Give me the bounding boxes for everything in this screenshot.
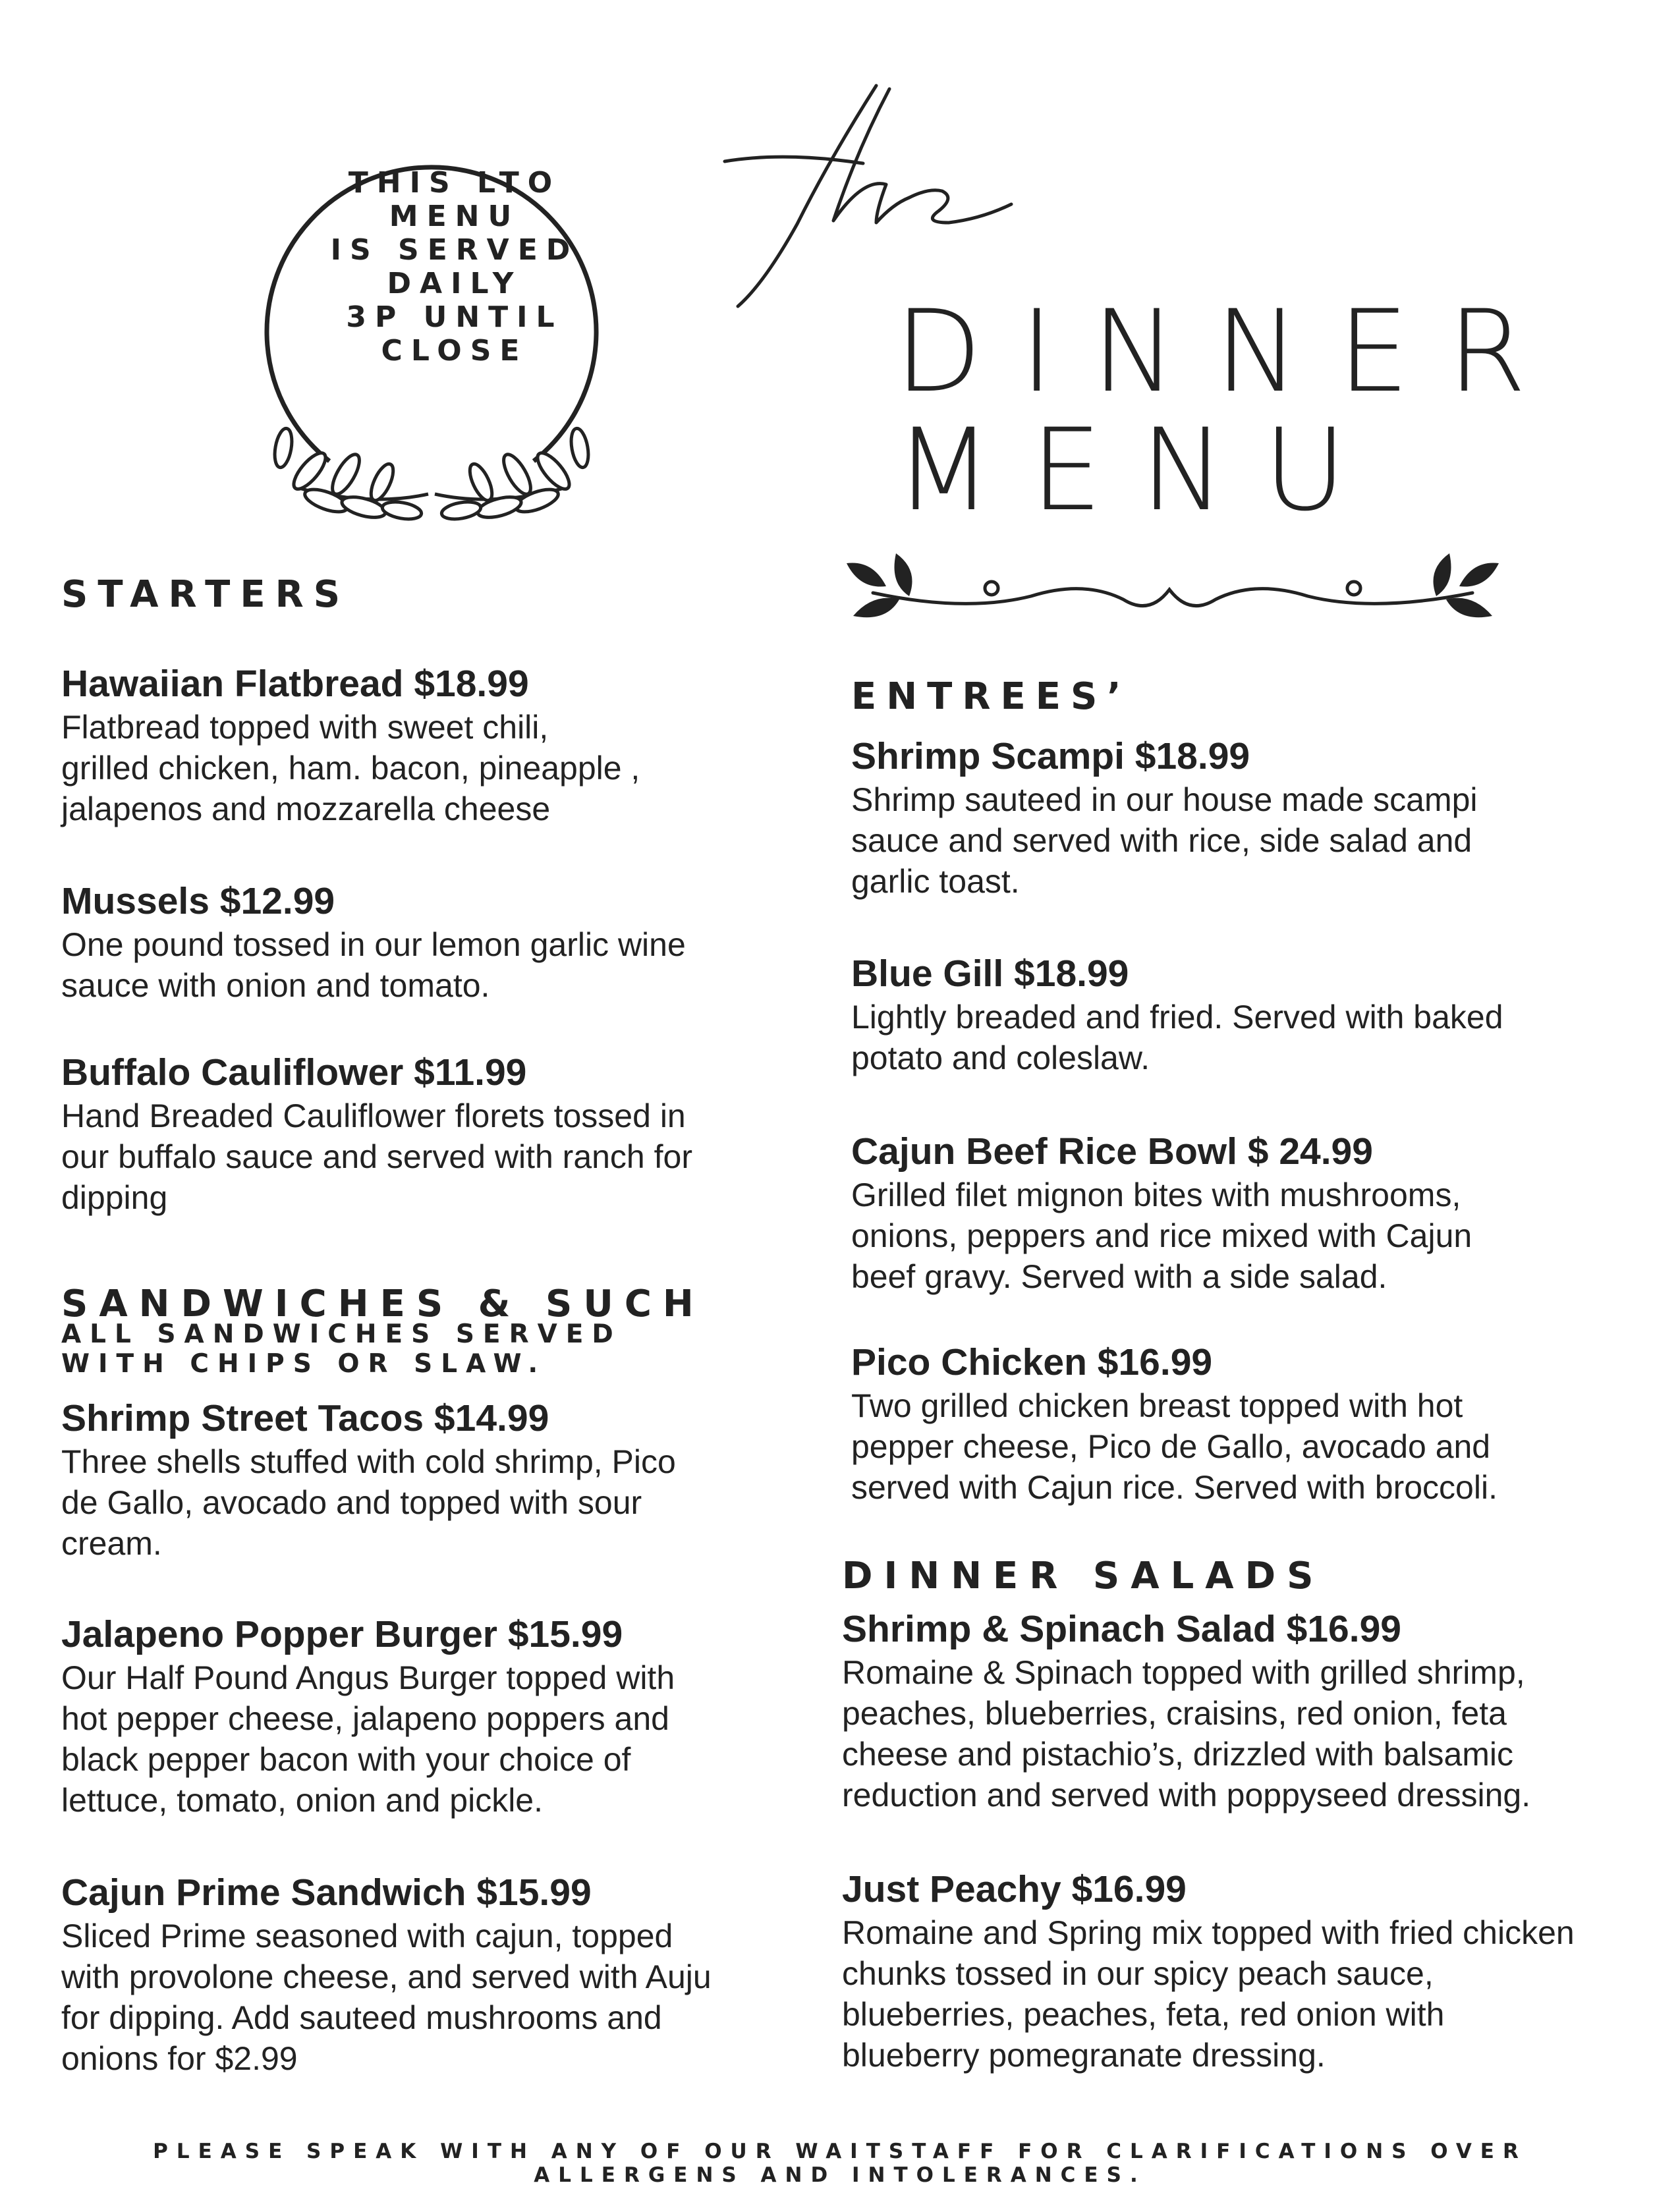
item-description: Sliced Prime seasoned with cajun, topped with provolone cheese, and served with Auju for dipping. Add sauteed mushrooms and onions for $2.99: [61, 1918, 712, 2077]
menu-item: [842, 1868, 1680, 2076]
footer-line: ALLERGENS AND INTOLERANCES.: [534, 2163, 1146, 2187]
menu-item: [61, 1613, 799, 1821]
starters-heading: STARTERS: [61, 573, 350, 616]
item-name: Shrimp Scampi $18.99: [851, 735, 1250, 777]
badge-line: THIS LTO: [348, 166, 561, 200]
item-name: Shrimp Street Tacos $14.99: [61, 1397, 549, 1439]
badge-line: 3P UNTIL: [346, 300, 563, 334]
title-dinner: DINNER: [895, 285, 1565, 418]
item-name: Hawaiian Flatbread $18.99: [61, 663, 529, 705]
menu-item: [61, 1397, 799, 1564]
menu-item: [851, 734, 1680, 902]
item-description: Flatbread topped with sweet chili, grilled chicken, ham. bacon, pineapple , jalapenos and mozzarella cheese: [61, 709, 640, 827]
item-description: Two grilled chicken breast topped with hot pepper cheese, Pico de Gallo, avocado and served with Cajun rice. Served with broccoli.: [851, 1387, 1498, 1506]
item-name: Shrimp & Spinach Salad $16.99: [842, 1608, 1401, 1650]
item-description: Hand Breaded Cauliflower florets tossed in our buffalo sauce and served with ranch for dipping: [61, 1097, 692, 1216]
badge-line: CLOSE: [381, 334, 528, 368]
item-name: Pico Chicken $16.99: [851, 1341, 1213, 1383]
menu-item: [851, 1130, 1680, 1297]
salads-heading: DINNER SALADS: [842, 1555, 1325, 1597]
badge-line: MENU: [389, 200, 520, 233]
menu-item: [61, 1871, 799, 2079]
item-name: Just Peachy $16.99: [842, 1868, 1187, 1910]
badge-line: DAILY: [387, 267, 522, 300]
item-description: Our Half Pound Angus Burger topped with hot pepper cheese, jalapeno poppers and black pepper bacon with your choice of lettuce, tomato, onion and pickle.: [61, 1659, 675, 1819]
item-description: One pound tossed in our lemon garlic wine sauce with onion and tomato.: [61, 926, 686, 1004]
item-name: Mussels $12.99: [61, 880, 335, 922]
menu-item: [851, 1341, 1680, 1508]
menu-item: [842, 1607, 1680, 1815]
badge-line: IS SERVED: [330, 233, 579, 267]
item-description: Lightly breaded and fried. Served with baked potato and coleslaw.: [851, 999, 1503, 1076]
title-menu: MENU: [895, 404, 1385, 536]
vine-divider-icon: [833, 537, 1512, 636]
item-name: Buffalo Cauliflower $11.99: [61, 1051, 527, 1094]
menu-item: [61, 879, 799, 1006]
sandwiches-subheading: ALL SANDWICHES SERVED WITH CHIPS OR SLAW.: [61, 1319, 622, 1379]
entrees-heading: ENTREES’: [851, 675, 1131, 718]
item-name: Cajun Beef Rice Bowl $ 24.99: [851, 1130, 1373, 1173]
menu-item: [61, 1051, 799, 1218]
item-name: Blue Gill $18.99: [851, 953, 1129, 995]
item-description: Grilled filet mignon bites with mushrooms, onions, peppers and rice mixed with Cajun beef gravy. Served with a side salad.: [851, 1177, 1472, 1295]
menu-item: [851, 952, 1680, 1078]
footer-line: PLEASE SPEAK WITH ANY OF OUR WAITSTAFF FOR CLARIFICATIONS OVER: [153, 2140, 1527, 2163]
menu-item: [61, 662, 799, 829]
sandwiches-heading: SANDWICHES & SUCH: [61, 1283, 705, 1325]
item-name: Jalapeno Popper Burger $15.99: [61, 1613, 623, 1655]
item-description: Romaine & Spinach topped with grilled shrimp, peaches, blueberries, craisins, red onion, feta cheese and pistachio’s, drizzled with balsamic reduction and served with poppyseed dressing.: [842, 1654, 1531, 1813]
item-description: Three shells stuffed with cold shrimp, Pico de Gallo, avocado and topped with sour cream.: [61, 1443, 676, 1562]
item-name: Cajun Prime Sandwich $15.99: [61, 1871, 592, 1914]
item-description: Shrimp sauteed in our house made scampi sauce and served with rice, side salad and garlic toast.: [851, 781, 1478, 900]
allergen-footer: [0, 2140, 1680, 2187]
item-description: Romaine and Spring mix topped with fried chicken chunks tossed in our spicy peach sauce, blueberries, peaches, feta, red onion with blueberry pomegranate dressing.: [842, 1914, 1575, 2074]
badge-text: [250, 166, 659, 368]
